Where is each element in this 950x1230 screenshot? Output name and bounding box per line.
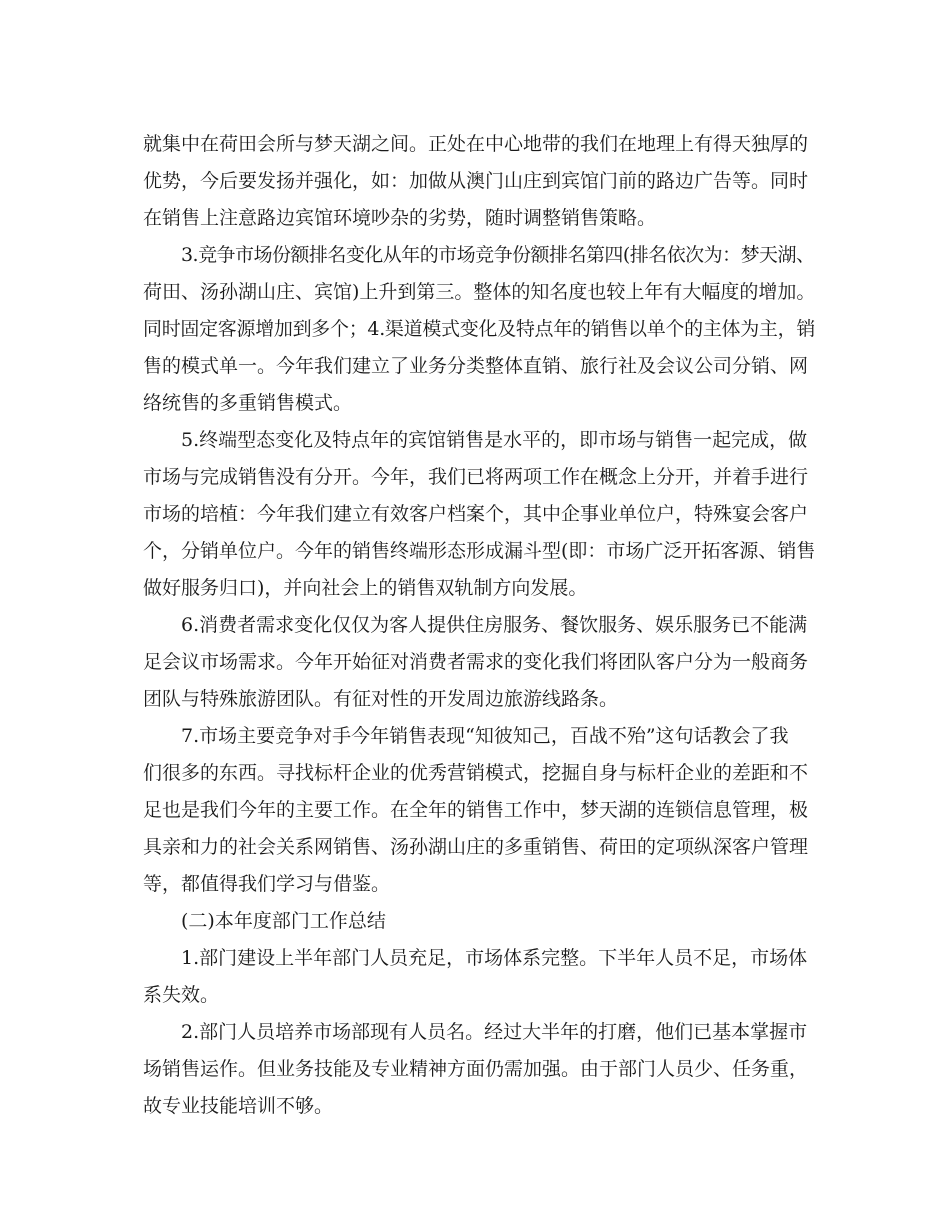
paragraph-first-line: 5.终端型态变化及特点年的宾馆销售是水平的，即市场与销售一起完成，做 [181,429,808,451]
document-body [143,126,815,1125]
paragraph-line: 具亲和力的社会关系网销售、汤孙湖山庄的多重销售、荷田的定项纵深客户管理 [143,836,809,858]
paragraph-line: 们很多的东西。寻找标杆企业的优秀营销模式，挖掘自身与标杆企业的差距和不 [143,762,809,784]
paragraph-line: 就集中在荷田会所与梦天湖之间。正处在中心地带的我们在地理上有得天独厚的 [143,133,809,155]
paragraph-line: 络统售的多重销售模式。 [143,392,353,414]
paragraph-line: 场销售运作。但业务技能及专业精神方面仍需加强。由于部门人员少、任务重， [143,1058,809,1080]
paragraph-line: 团队与特殊旅游团队。有征对性的开发周边旅游线路条。 [143,688,619,710]
paragraph-line: 优势，今后要发扬并强化，如：加做从澳门山庄到宾馆门前的路边广告等。同时 [143,170,809,192]
paragraph-line: 荷田、汤孙湖山庄、宾馆)上升到第三。整体的知名度也较上年有大幅度的增加。 [143,281,816,303]
paragraph-line: 售的模式单一。今年我们建立了业务分类整体直销、旅行社及会议公司分销、网 [143,355,809,377]
paragraph-first-line: 7.市场主要竞争对手今年销售表现“知彼知己，百战不殆”这句话教会了我 [181,725,789,747]
paragraph-line: 市场的培植：今年我们建立有效客户档案个，其中企事业单位户，特殊宴会客户 [143,503,809,525]
paragraph-line: 同时固定客源增加到多个；4.渠道模式变化及特点年的销售以单个的主体为主，销 [143,318,816,340]
paragraph-line: 在销售上注意路边宾馆环境吵杂的劣势，随时调整销售策略。 [143,207,657,229]
paragraph-first-line: 1.部门建设上半年部门人员充足，市场体系完整。下半年人员不足，市场体 [181,947,808,969]
paragraph-line: 系失效。 [143,984,220,1006]
paragraph-first-line: (二)本年度部门工作总结 [181,910,386,932]
paragraph-line: 市场与完成销售没有分开。今年，我们已将两项工作在概念上分开，并着手进行 [143,466,809,488]
paragraph-line: 足会议市场需求。今年开始征对消费者需求的变化我们将团队客户分为一般商务 [143,651,809,673]
paragraph-line: 个，分销单位户。今年的销售终端形态形成漏斗型(即：市场广泛开拓客源、销售 [143,540,816,562]
paragraph-line: 等，都值得我们学习与借鉴。 [143,873,391,895]
paragraph-line: 做好服务归口)，并向社会上的销售双轨制方向发展。 [143,577,588,599]
paragraph-first-line: 6.消费者需求变化仅仅为客人提供住房服务、餐饮服务、娱乐服务已不能满 [181,614,808,636]
paragraph-first-line: 2.部门人员培养市场部现有人员名。经过大半年的打磨，他们已基本掌握市 [181,1021,808,1043]
paragraph-line: 故专业技能培训不够。 [143,1095,334,1117]
paragraph-line: 足也是我们今年的主要工作。在全年的销售工作中，梦天湖的连锁信息管理，极 [143,799,809,821]
paragraph-first-line: 3.竞争市场份额排名变化从年的市场竞争份额排名第四(排名依次为：梦天湖、 [181,244,815,266]
